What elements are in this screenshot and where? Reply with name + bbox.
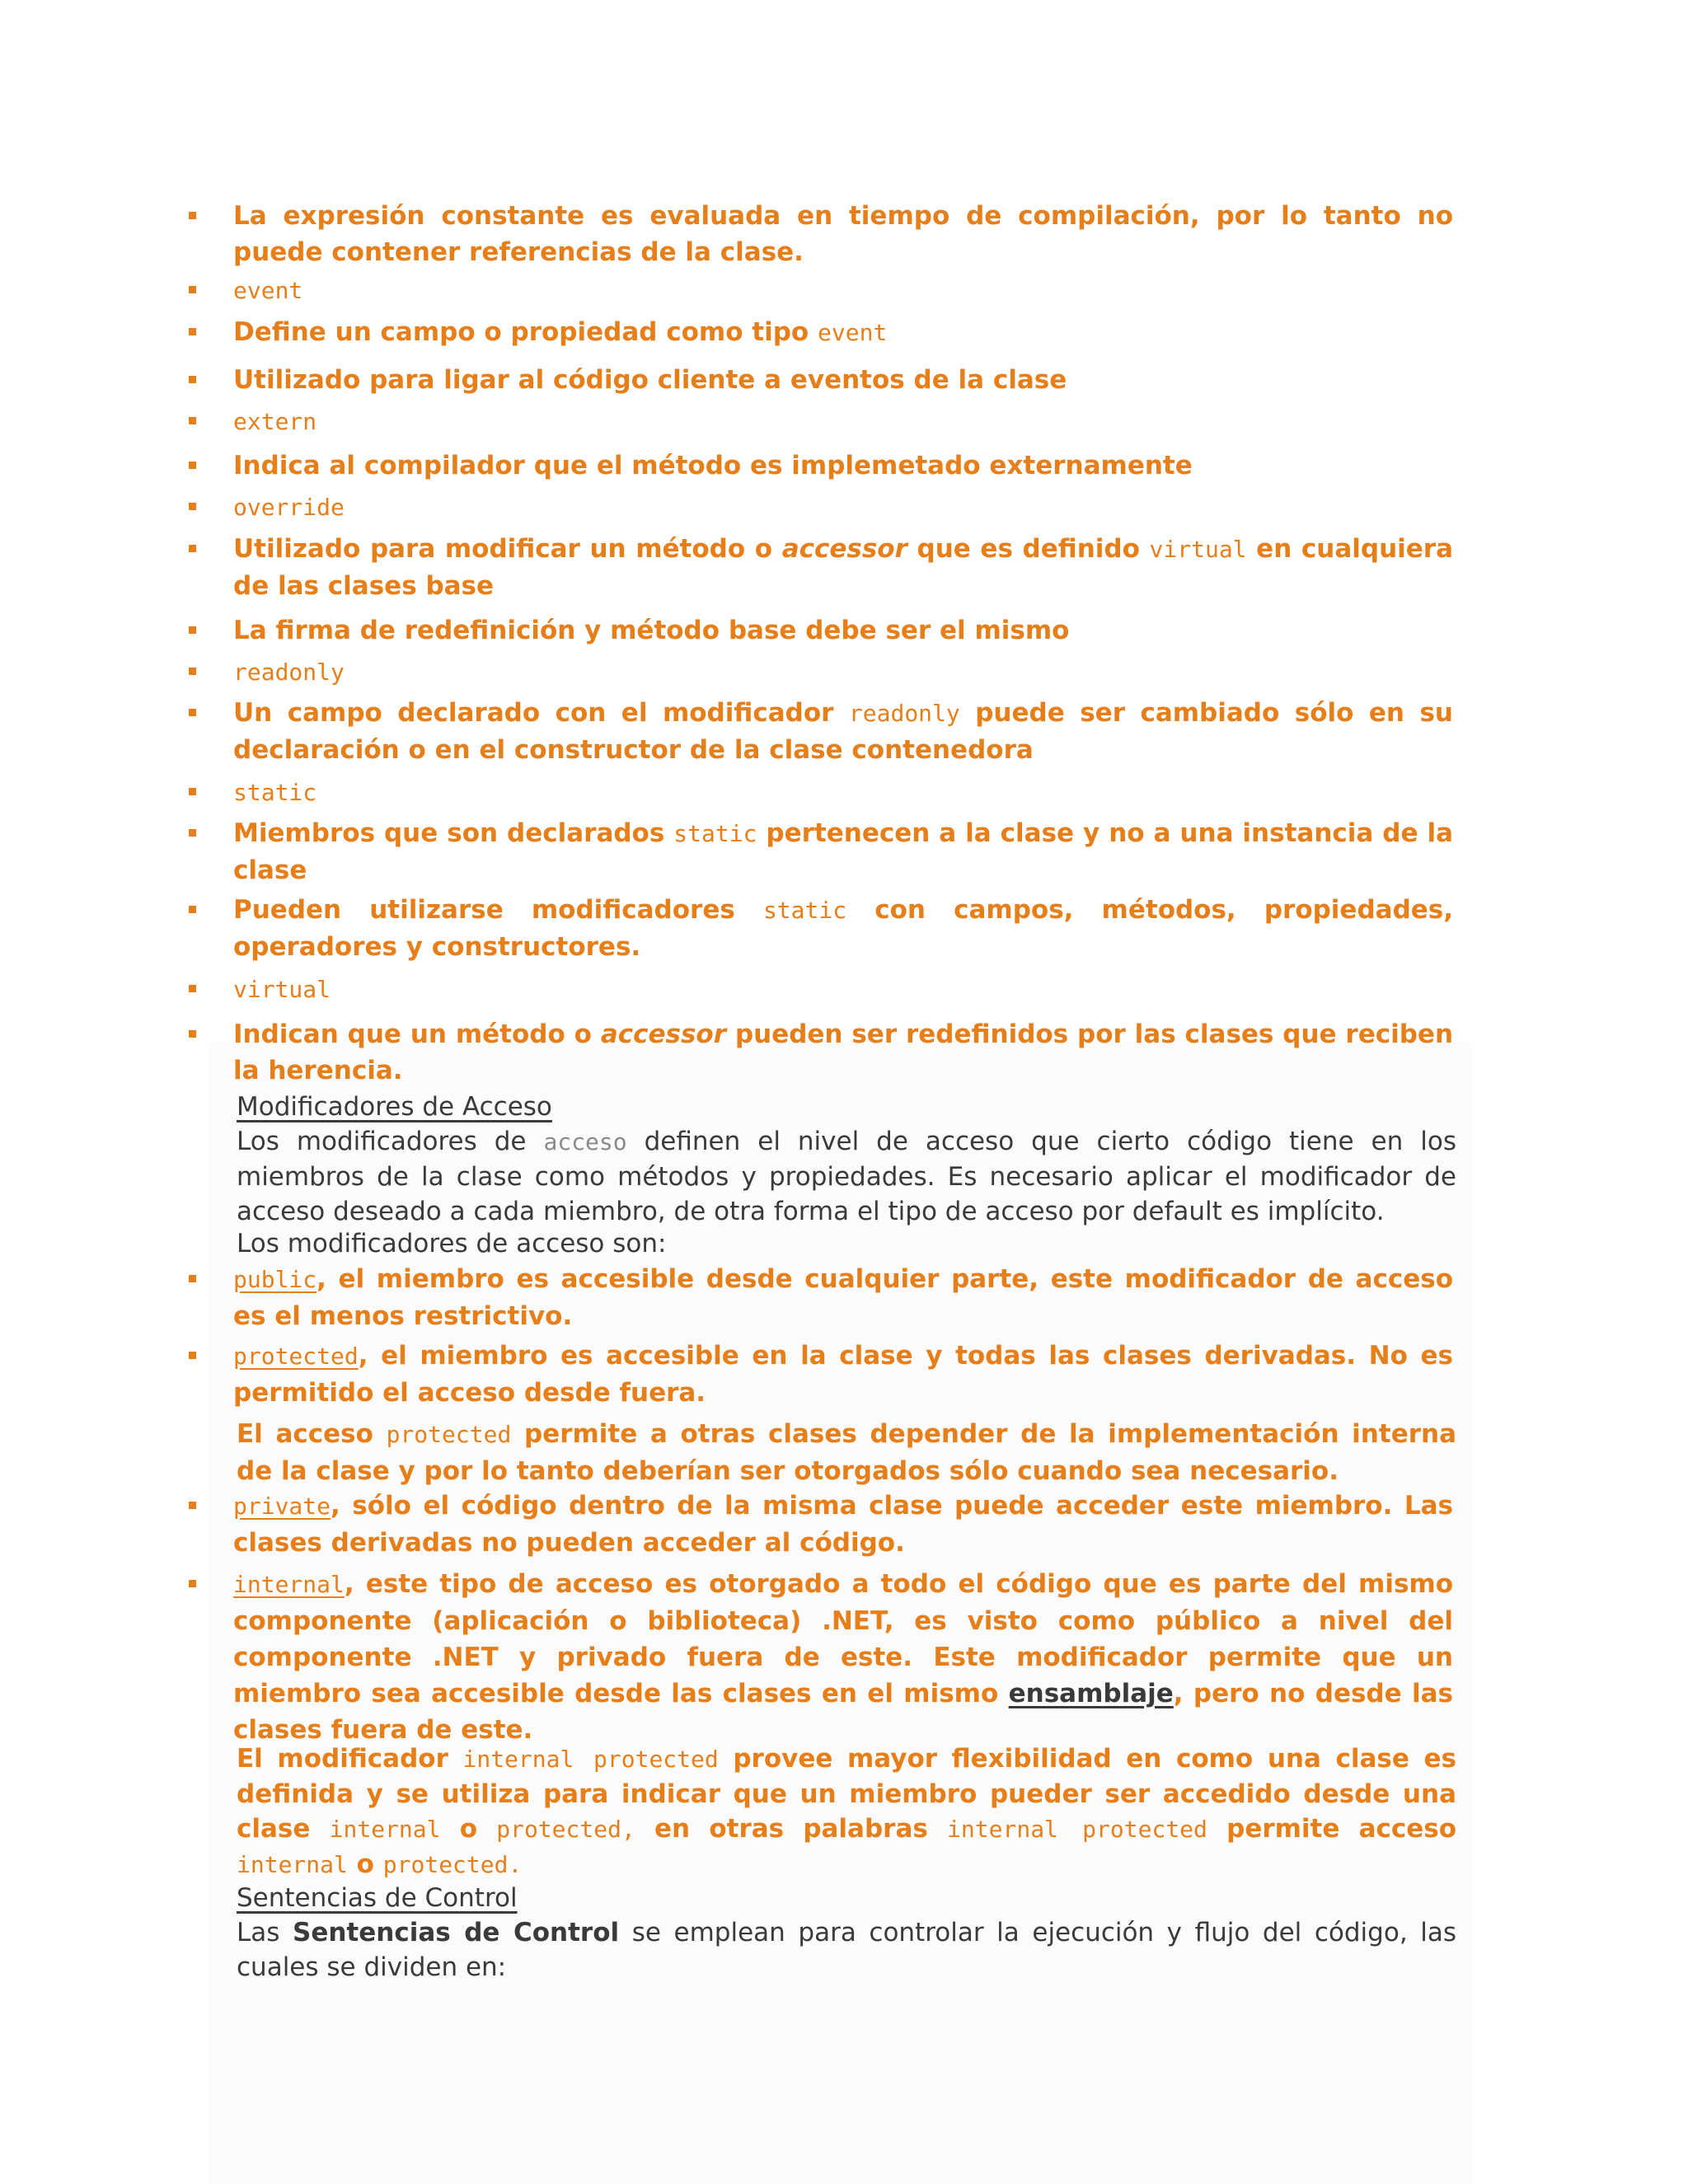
list-item: Miembros que son declarados static pertenecen a la clase y no a una instancia de la clase <box>233 815 1453 888</box>
list-item: override <box>233 489 1453 526</box>
list-item: Indican que un método o accessor pueden ser redefinidos por las clases que reciben la herencia. <box>233 1016 1453 1089</box>
list-item: Define un campo o propiedad como tipo event <box>233 314 1453 351</box>
list-item: extern <box>233 403 1453 440</box>
list-item-public: public, el miembro es accesible desde cualquier parte, este modificador de acceso es el menos restrictivo. <box>233 1261 1453 1334</box>
list-item-internal: internal, este tipo de acceso es otorgado a todo el código que es parte del mismo componente (aplicación o biblioteca) .NET, es visto como público a nivel del componente .NET y privado fuera de este. Este modificador permite que un miembro sea accesible desde las clases en el mismo ensamblaje, pero no desde las clases fuera de este. <box>233 1566 1453 1748</box>
list-item: Utilizado para modificar un método o accessor que es definido virtual en cualquiera de las clases base <box>233 531 1453 604</box>
access-intro-paragraph: Los modificadores de acceso definen el nivel de acceso que cierto código tiene en los miembros de la clase como métodos y propiedades. Es necesario aplicar el modificador de acceso deseado a cada miembro, de otra forma el tipo de acceso por default es implícito. <box>237 1127 1456 1226</box>
access-list-intro: Los modificadores de acceso son: <box>237 1229 667 1258</box>
list-item: static <box>233 774 1453 811</box>
list-item-protected: protected, el miembro es accesible en la clase y todas las clases derivadas. No es permitido el acceso desde fuera. <box>233 1338 1453 1411</box>
list-item: Indica al compilador que el método es implemetado externamente <box>233 448 1453 484</box>
list-item: Un campo declarado con el modificador readonly puede ser cambiado sólo en su declaración o en el constructor de la clase contenedora <box>233 695 1453 768</box>
list-item: virtual <box>233 971 1453 1008</box>
section-heading-access: Modificadores de Acceso <box>237 1092 552 1122</box>
list-item: event <box>233 272 1453 309</box>
list-item-private: private, sólo el código dentro de la misma clase puede acceder este miembro. Las clases derivadas no pueden acceder al código. <box>233 1488 1453 1561</box>
list-item: Pueden utilizarse modificadores static con campos, métodos, propiedades, operadores y constructores. <box>233 892 1453 965</box>
section-heading-control: Sentencias de Control <box>237 1883 518 1913</box>
list-item: Utilizado para ligar al código cliente a eventos de la clase <box>233 362 1453 398</box>
list-item: readonly <box>233 654 1453 691</box>
internal-protected-note: El modificador internal protected provee mayor flexibilidad en como una clase es definida y se utiliza para indicar que un miembro pueder ser accedido desde una clase internal o protected, en otras palabras internal protected permite acceso internal o protected. <box>237 1744 1457 1879</box>
protected-note: El acceso protected permite a otras clases depender de la implementación interna de la clase y por lo tanto deberían ser otorgados sólo cuando sea necesario. <box>237 1419 1456 1486</box>
control-intro-paragraph: Las Sentencias de Control se emplean para controlar la ejecución y flujo del código, las cuales se dividen en: <box>237 1918 1457 1982</box>
list-item: La expresión constante es evaluada en tiempo de compilación, por lo tanto no puede contener referencias de la clase. <box>233 198 1453 270</box>
list-item: La firma de redefinición y método base debe ser el mismo <box>233 612 1453 649</box>
ensamblaje-link[interactable]: ensamblaje <box>1008 1679 1174 1708</box>
